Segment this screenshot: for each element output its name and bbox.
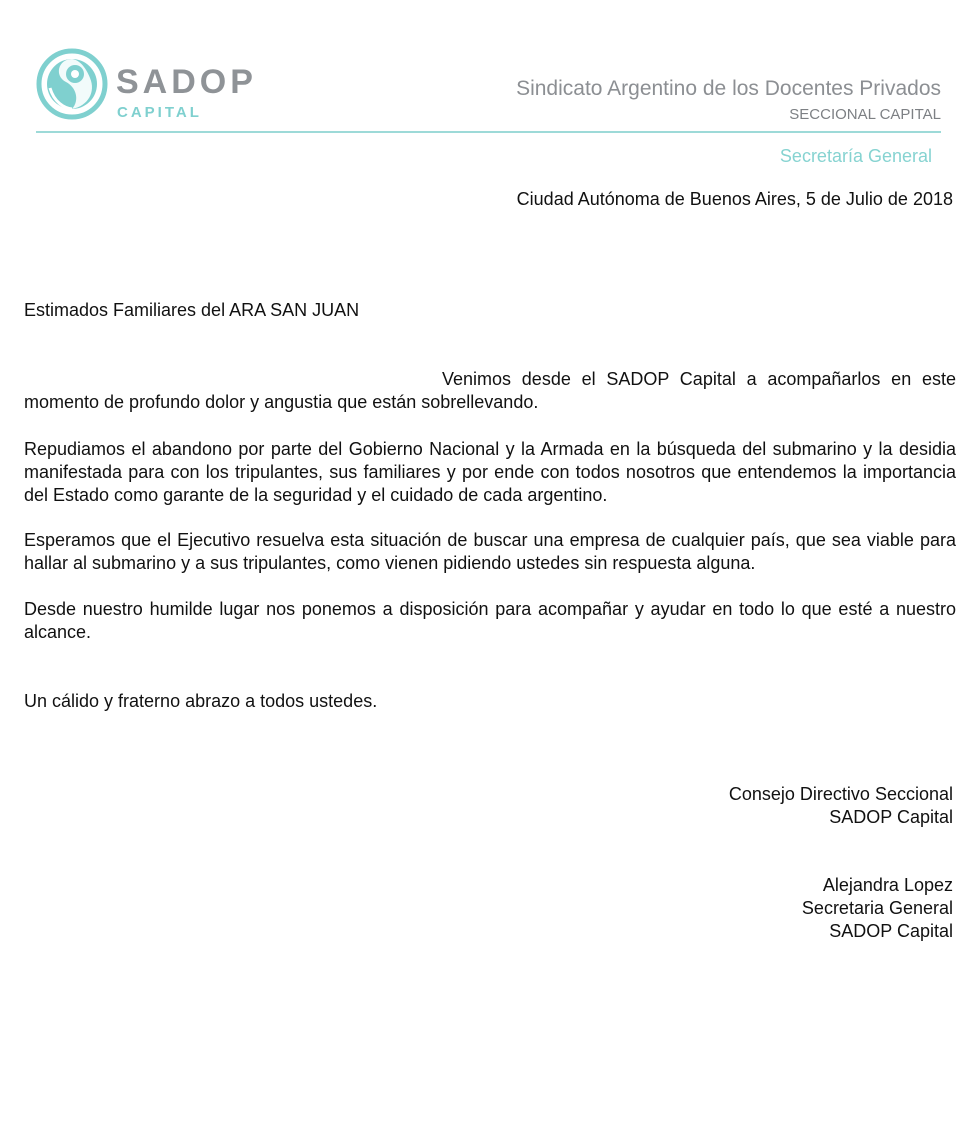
- paragraph-1-text: Venimos desde el SADOP Capital a acompañarlos en este momento de profundo dolor y angustia que están sobrellevando.: [24, 369, 956, 412]
- header-divider: [36, 131, 941, 133]
- department-name: Secretaría General: [779, 146, 932, 166]
- organization-name: Sindicato Argentino de los Docentes Privados: [516, 77, 941, 100]
- closing-line: Un cálido y fraterno abrazo a todos ustedes.: [24, 691, 378, 711]
- paragraph-1: [24, 368, 956, 414]
- signature-council: [729, 783, 953, 829]
- paragraph-2: Repudiamos el abandono por parte del Gobierno Nacional y la Armada en la búsqueda del submarino y la desidia manifestada para con los tripulantes, sus familiares y por ende con todos nosotros que entendemos la importancia del Estado como garante de la seguridad y el cuidado de cada argentino.: [24, 439, 956, 505]
- sadop-logo-icon: [36, 48, 108, 120]
- paragraph-4: Desde nuestro humilde lugar nos ponemos a disposición para acompañar y ayudar en todo lo que esté a nuestro alcance.: [24, 599, 956, 642]
- brand-name: SADOP: [116, 63, 257, 101]
- signature-council-line2: SADOP Capital: [829, 807, 953, 827]
- organization-section: SECCIONAL CAPITAL: [789, 106, 941, 123]
- signature-person-name: Alejandra Lopez: [822, 875, 953, 895]
- dateline: Ciudad Autónoma de Buenos Aires, 5 de Julio de 2018: [516, 189, 953, 209]
- signature-person-role: Secretaria General: [801, 898, 953, 918]
- brand-subtitle: CAPITAL: [117, 104, 202, 121]
- salutation: Estimados Familiares del ARA SAN JUAN: [24, 300, 360, 320]
- paragraph-3: Esperamos que el Ejecutivo resuelva esta situación de buscar una empresa de cualquier país, que sea viable para hallar al submarino y a sus tripulantes, como vienen pidiendo ustedes sin respuesta alguna.: [24, 530, 956, 573]
- signature-person: [802, 874, 953, 943]
- signature-council-line1: Consejo Directivo Seccional: [728, 784, 953, 804]
- signature-person-org: SADOP Capital: [829, 921, 953, 941]
